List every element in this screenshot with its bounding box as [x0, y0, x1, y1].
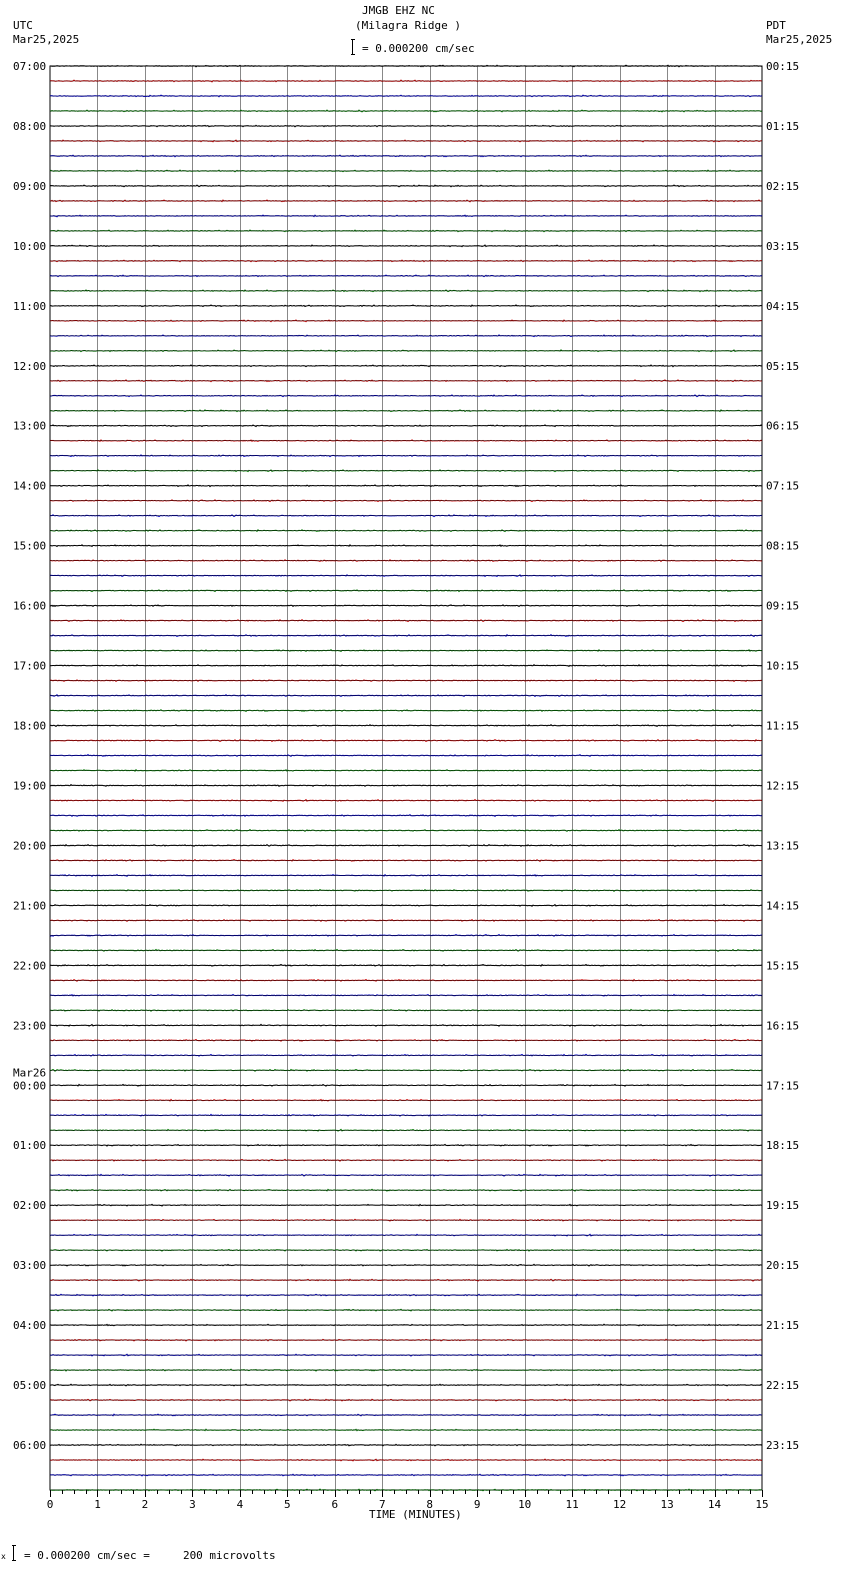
- utc-hour-label: 14:00: [13, 479, 47, 493]
- utc-hour-label: 02:00: [13, 1199, 47, 1213]
- utc-hour-label: 21:00: [13, 899, 47, 913]
- x-tick-label: 13: [660, 1498, 674, 1511]
- pdt-hour-label: 06:15: [766, 419, 800, 433]
- pdt-hour-label: 11:15: [766, 719, 800, 733]
- x-tick-label: 11: [565, 1498, 579, 1511]
- utc-hour-label: 07:00: [13, 60, 47, 73]
- footer-marker: x: [1, 1552, 6, 1561]
- pdt-hour-label: 21:15: [766, 1319, 800, 1333]
- utc-hour-labels: [13, 60, 46, 1452]
- pdt-hour-label: 17:15: [766, 1079, 800, 1093]
- utc-hour-label: 13:00: [13, 419, 47, 433]
- utc-hour-label: 11:00: [13, 299, 47, 313]
- pdt-hour-label: 02:15: [766, 179, 800, 193]
- pdt-hour-label: 14:15: [766, 899, 800, 913]
- utc-hour-label: 12:00: [13, 359, 47, 373]
- x-tick-label: 0: [46, 1498, 54, 1511]
- x-tick-label: 12: [612, 1498, 627, 1511]
- utc-hour-label: 22:00: [13, 959, 47, 973]
- utc-hour-label: 08:00: [13, 120, 47, 133]
- x-tick-label: 8: [426, 1498, 434, 1511]
- utc-hour-label: 09:00: [13, 179, 47, 193]
- x-tick-label: 4: [236, 1498, 244, 1511]
- x-tick-label: 15: [755, 1498, 769, 1511]
- utc-hour-label: 00:00: [13, 1079, 47, 1093]
- x-tick-label: 5: [283, 1498, 291, 1511]
- pdt-hour-label: 07:15: [766, 479, 800, 493]
- plot-frame: [50, 66, 762, 1490]
- utc-hour-label: 23:00: [13, 1019, 47, 1033]
- x-tick-label: 6: [331, 1498, 339, 1511]
- site-name: (Milagra Ridge ): [355, 19, 461, 32]
- pdt-hour-label: 22:15: [766, 1379, 800, 1393]
- utc-hour-label: 03:00: [13, 1259, 47, 1273]
- x-tick-label: 10: [518, 1498, 532, 1511]
- pdt-hour-labels: [766, 60, 799, 1452]
- pdt-hour-label: 01:15: [766, 120, 800, 133]
- utc-hour-label: 16:00: [13, 599, 47, 613]
- pdt-hour-label: 03:15: [766, 239, 800, 253]
- pdt-hour-label: 15:15: [766, 959, 800, 973]
- x-tick-label: 3: [189, 1498, 196, 1511]
- x-tick-label: 1: [94, 1498, 101, 1511]
- utc-date: Mar25,2025: [13, 33, 80, 46]
- date-change-label: Mar26: [13, 1066, 47, 1080]
- pdt-hour-label: 10:15: [766, 659, 800, 673]
- utc-label: UTC: [13, 19, 33, 32]
- pdt-hour-label: 09:15: [766, 599, 800, 613]
- utc-hour-label: 19:00: [13, 779, 47, 793]
- pdt-hour-label: 05:15: [766, 359, 800, 373]
- x-tick-label: 14: [707, 1498, 722, 1511]
- pdt-hour-label: 19:15: [766, 1199, 800, 1213]
- utc-hour-label: 20:00: [13, 839, 47, 853]
- pdt-hour-label: 00:15: [766, 60, 800, 73]
- pdt-hour-label: 08:15: [766, 539, 800, 553]
- x-tick-label: 9: [473, 1498, 481, 1511]
- utc-hour-label: 10:00: [13, 239, 47, 253]
- x-axis-label: TIME (MINUTES): [369, 1508, 462, 1521]
- pdt-hour-label: 16:15: [766, 1019, 800, 1033]
- utc-hour-label: 01:00: [13, 1139, 47, 1153]
- utc-hour-label: 17:00: [13, 659, 47, 673]
- utc-hour-label: 05:00: [13, 1379, 47, 1393]
- utc-hour-label: 04:00: [13, 1319, 47, 1333]
- minute-grid: [98, 66, 716, 1490]
- scale-text: = 0.000200 cm/sec: [362, 42, 475, 55]
- utc-hour-label: 15:00: [13, 539, 47, 553]
- pdt-hour-label: 23:15: [766, 1439, 800, 1452]
- x-tick-label: 2: [141, 1498, 149, 1511]
- station-title: JMGB EHZ NC: [362, 4, 435, 17]
- footer-scale-bar-icon: [12, 1545, 16, 1561]
- pdt-hour-label: 20:15: [766, 1259, 800, 1273]
- utc-hour-label: 06:00: [13, 1439, 47, 1452]
- pdt-hour-label: 04:15: [766, 299, 800, 313]
- footer-scale-text: = 0.000200 cm/sec = 200 microvolts: [24, 1549, 276, 1562]
- pdt-hour-label: 18:15: [766, 1139, 800, 1153]
- traces: [50, 65, 762, 1491]
- pdt-hour-label: 13:15: [766, 839, 800, 853]
- utc-hour-label: 18:00: [13, 719, 47, 733]
- pdt-hour-label: 12:15: [766, 779, 800, 793]
- pdt-label: PDT: [766, 19, 786, 32]
- x-tick-label: 7: [378, 1498, 386, 1511]
- pdt-date: Mar25,2025: [766, 33, 833, 46]
